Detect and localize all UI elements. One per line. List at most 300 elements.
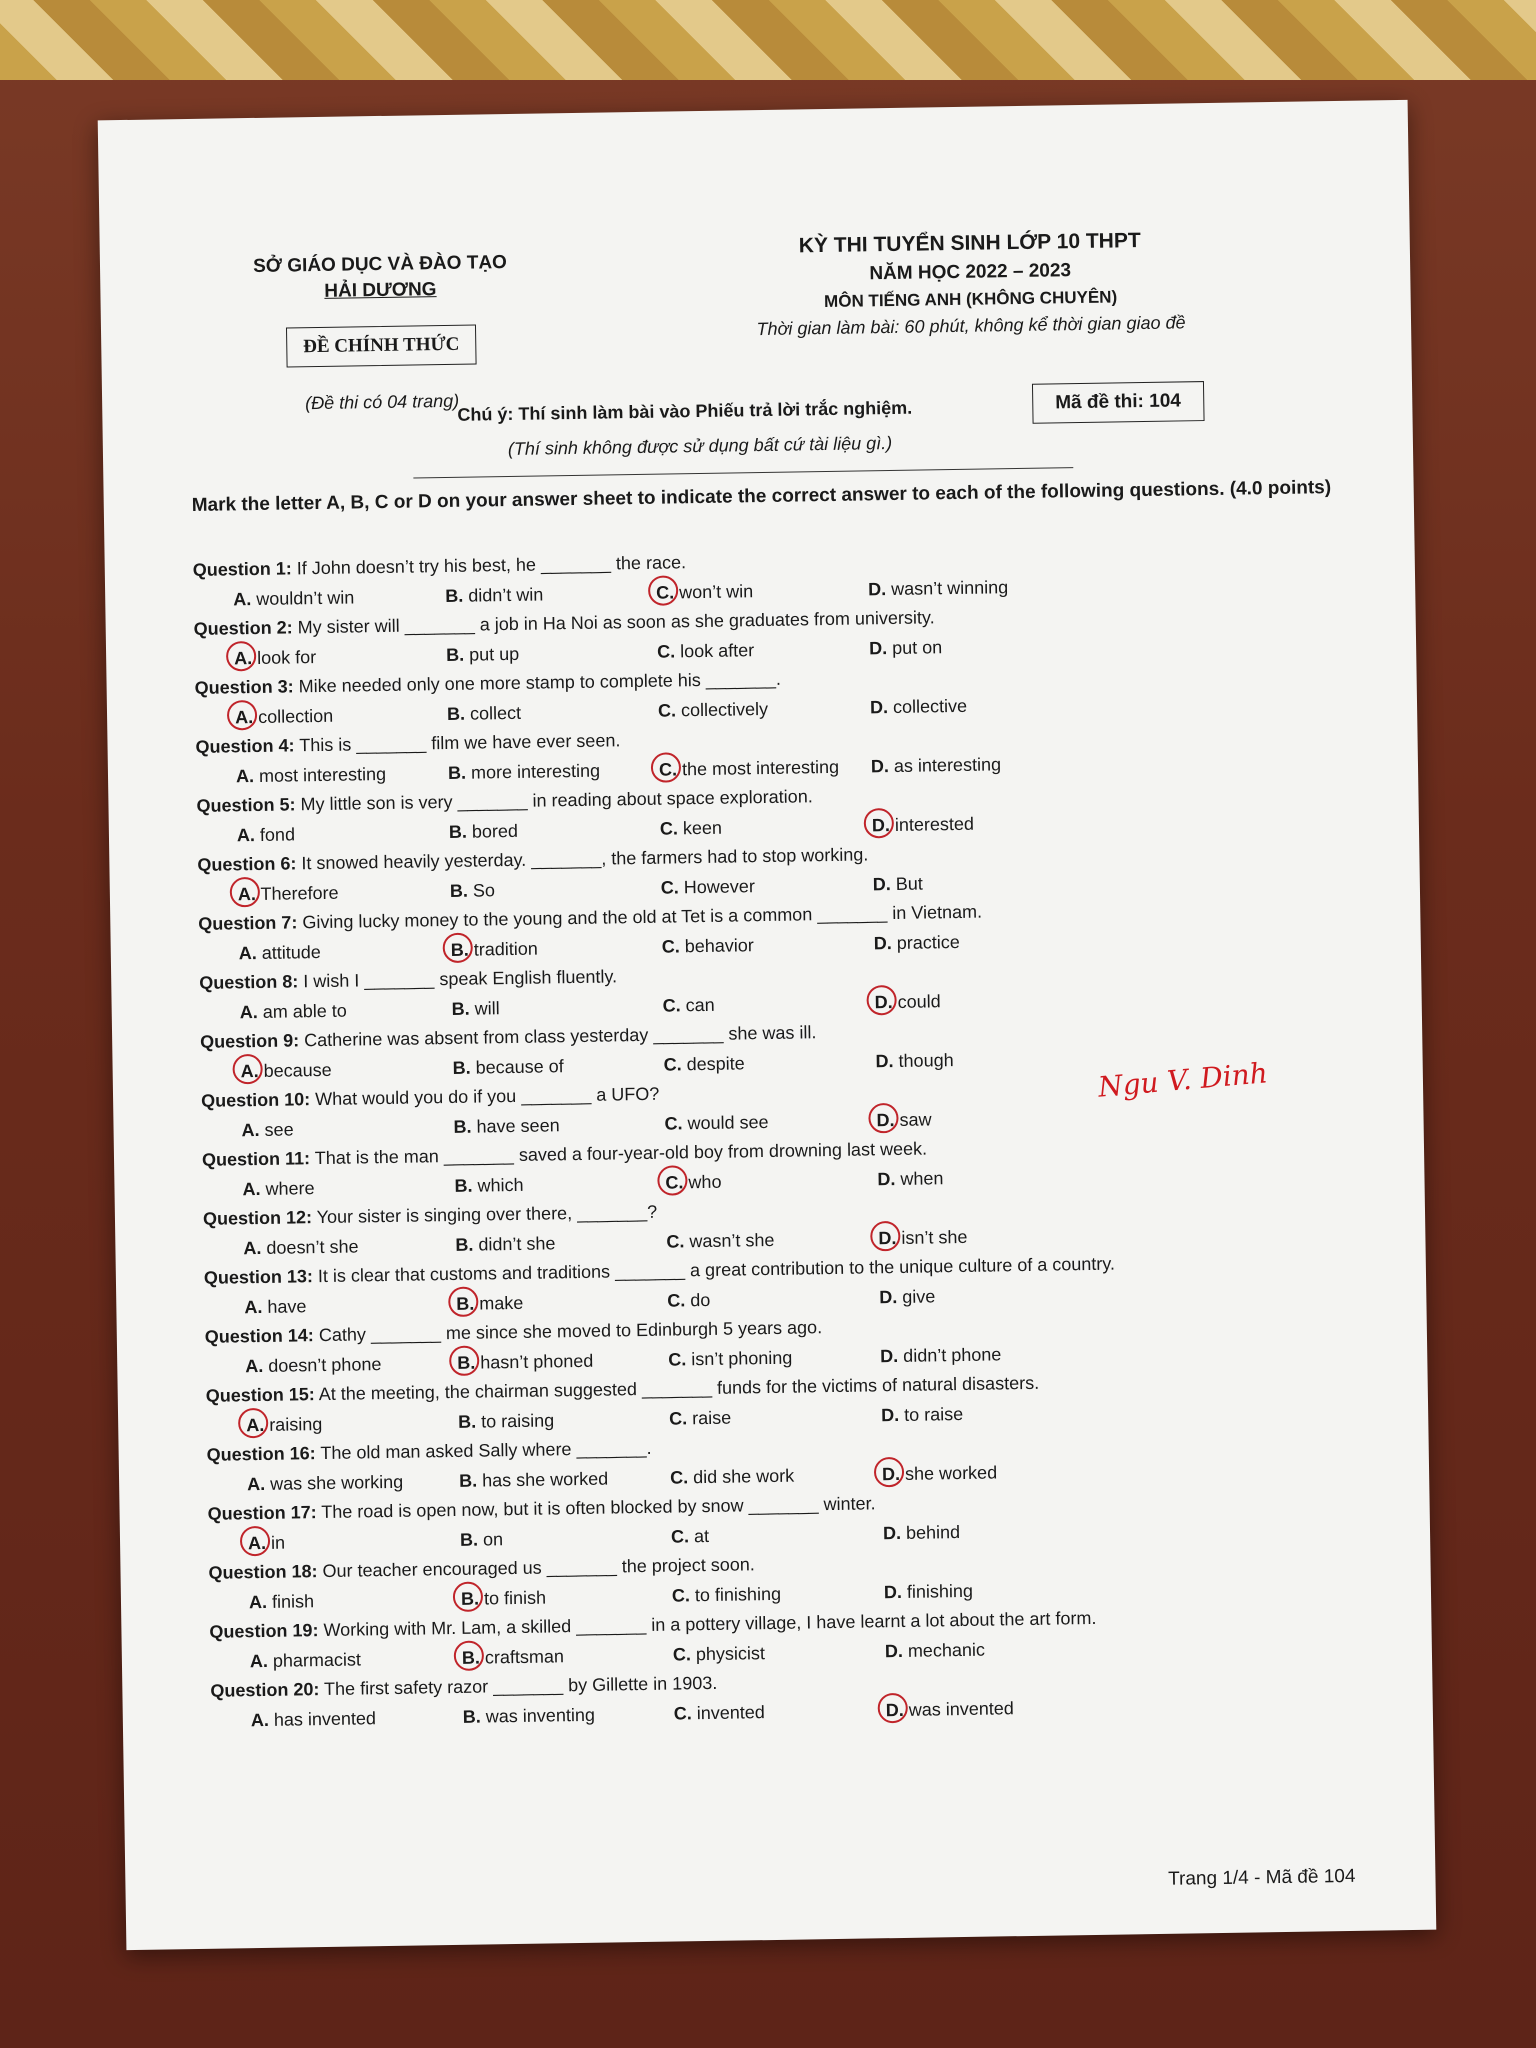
option-text: do xyxy=(685,1289,711,1311)
option-text: did she work xyxy=(687,1465,795,1488)
option-letter: D. xyxy=(872,810,890,840)
option-d xyxy=(871,749,1002,781)
question-text: The old man asked Sally where _______. xyxy=(315,1437,652,1464)
question-number: Question 18: xyxy=(208,1561,318,1583)
option-letter: C. xyxy=(659,818,679,839)
option-letter: C. xyxy=(673,1703,692,1724)
option-letter: A. xyxy=(234,643,252,673)
option-letter: C. xyxy=(662,995,681,1016)
question-text: Cathy _______ me since she moved to Edinburgh 5 years ago. xyxy=(313,1317,823,1346)
option-text: practice xyxy=(891,931,960,954)
option-b xyxy=(452,1051,564,1083)
question-number: Question 19: xyxy=(209,1620,319,1642)
option-b xyxy=(449,816,519,847)
notice-no-materials: (Thí sinh không được sử dụng bất cứ tài liệu gì.) xyxy=(507,432,893,459)
option-d xyxy=(870,691,967,723)
notice: Chú ý: Thí sinh làm bài vào Phiếu trả lời trắc nghiệm. xyxy=(457,397,913,425)
option-text: finishing xyxy=(901,1580,974,1602)
option-d xyxy=(875,1045,954,1076)
option-a xyxy=(235,701,334,733)
option-letter: A. xyxy=(250,1709,270,1731)
question-number: Question 2: xyxy=(193,617,293,639)
option-letter: D. xyxy=(880,1404,900,1426)
option-text: she worked xyxy=(899,1462,998,1484)
question-text: At the meeting, the chairman suggested _______ funds for the victims of natural disasters. xyxy=(314,1372,1040,1405)
option-text: put up xyxy=(463,643,520,665)
exam-paper xyxy=(98,100,1437,1950)
option-letter: D. xyxy=(877,1169,896,1190)
option-text: mechanic xyxy=(902,1639,986,1661)
option-b xyxy=(445,579,544,611)
question-number: Question 11: xyxy=(201,1148,311,1170)
option-letter: B. xyxy=(457,1348,475,1378)
option-letter: A. xyxy=(238,879,256,909)
option-text: to finishing xyxy=(689,1583,782,1606)
floor-tiles xyxy=(0,0,1536,80)
option-letter: A. xyxy=(243,1237,262,1259)
option-letter: B. xyxy=(451,935,469,965)
option-b xyxy=(463,1700,596,1732)
option-c xyxy=(672,1579,782,1611)
option-text: physicist xyxy=(690,1643,766,1665)
question-text: This is _______ film we have ever seen. xyxy=(294,730,621,756)
option-d xyxy=(886,1693,1015,1725)
option-text: tradition xyxy=(468,938,538,960)
option-text: am able to xyxy=(257,1000,347,1022)
option-text: was invented xyxy=(903,1698,1014,1720)
option-text: to finish xyxy=(478,1587,547,1609)
option-c xyxy=(664,1107,769,1139)
option-a xyxy=(245,1349,382,1381)
question-number: Question 13: xyxy=(203,1266,314,1288)
question-number: Question 12: xyxy=(202,1207,313,1229)
option-letter: A. xyxy=(246,1410,264,1440)
question-number: Question 9: xyxy=(200,1030,300,1052)
question-text: Your sister is singing over there, _______? xyxy=(311,1201,658,1228)
option-letter: D. xyxy=(882,1459,900,1489)
option-text: behind xyxy=(900,1522,961,1543)
option-c xyxy=(663,1048,745,1079)
option-d xyxy=(879,1281,935,1312)
option-letter: B. xyxy=(445,585,464,607)
option-d xyxy=(878,1222,968,1253)
option-b xyxy=(451,934,539,965)
option-letter: B. xyxy=(458,1470,478,1491)
option-text: collection xyxy=(252,705,334,728)
option-text: saw xyxy=(894,1109,932,1131)
option-letter: D. xyxy=(873,933,892,954)
question-text: My little son is very _______ in reading about space exploration. xyxy=(295,786,813,815)
option-text: can xyxy=(680,994,715,1016)
option-text: didn’t she xyxy=(473,1233,556,1255)
question-number: Question 6: xyxy=(197,853,297,875)
option-a xyxy=(239,937,322,968)
option-text: have seen xyxy=(471,1115,560,1137)
option-text: collectively xyxy=(675,698,769,721)
option-letter: A. xyxy=(238,943,257,964)
question-number: Question 8: xyxy=(199,971,299,993)
instruction: Mark the letter A, B, C or D on your answer sheet to indicate the correct answer to each of the following questions. (4.0 points) xyxy=(191,477,1332,516)
option-a xyxy=(251,1703,377,1735)
option-letter: C. xyxy=(667,1290,686,1311)
question-number: Question 16: xyxy=(206,1443,316,1465)
option-d xyxy=(868,572,1009,604)
question-text: The road is open now, but it is often blocked by snow _______ winter. xyxy=(316,1493,876,1523)
option-text: when xyxy=(895,1168,944,1190)
option-text: attitude xyxy=(256,942,322,964)
option-letter: D. xyxy=(880,1345,899,1367)
option-text: because xyxy=(258,1059,332,1081)
option-text: could xyxy=(892,991,941,1013)
option-text: However xyxy=(678,876,756,898)
option-text: would see xyxy=(682,1111,769,1134)
option-text: fond xyxy=(254,824,296,846)
option-letter: B. xyxy=(451,998,470,1019)
official-box: ĐỀ CHÍNH THỨC xyxy=(286,324,477,367)
option-text: see xyxy=(259,1119,294,1140)
option-b xyxy=(458,1405,555,1437)
option-letter: D. xyxy=(882,1522,902,1544)
option-c xyxy=(661,871,755,902)
pages-note: (Đề thi có 04 trang) xyxy=(304,390,460,414)
option-text: to raising xyxy=(476,1410,555,1432)
option-text: But xyxy=(890,873,923,895)
option-letter: D. xyxy=(878,1223,896,1253)
option-text: isn’t she xyxy=(896,1226,968,1248)
option-a xyxy=(246,1409,322,1440)
subject: MÔN TIẾNG ANH (KHÔNG CHUYÊN) xyxy=(823,287,1118,312)
option-text: isn’t phoning xyxy=(686,1347,793,1370)
question-text: Giving lucky money to the young and the old at Tet is a common _______ in Vietnam. xyxy=(297,901,983,933)
option-letter: A. xyxy=(248,1591,268,1613)
option-text: So xyxy=(467,880,496,901)
option-letter: C. xyxy=(661,936,680,957)
question-text: Working with Mr. Lam, a skilled _______ in a pottery village, I have learnt a lot about the art form. xyxy=(318,1607,1097,1641)
option-a xyxy=(233,582,355,614)
option-d xyxy=(883,1517,961,1548)
option-letter: D. xyxy=(876,1105,894,1135)
option-a xyxy=(249,1586,314,1617)
option-a xyxy=(242,1173,314,1204)
option-b xyxy=(447,698,521,729)
option-text: keen xyxy=(677,817,723,839)
option-c xyxy=(668,1343,793,1375)
option-b xyxy=(461,1583,547,1614)
option-b xyxy=(448,756,601,788)
option-text: the most interesting xyxy=(676,756,840,780)
option-letter: B. xyxy=(459,1529,479,1550)
option-a xyxy=(239,996,347,1028)
option-text: to raise xyxy=(898,1403,964,1425)
question-text: It snowed heavily yesterday. _______, the farmers had to stop working. xyxy=(296,844,869,874)
option-letter: C. xyxy=(656,641,676,662)
option-b xyxy=(451,993,499,1024)
option-text: has invented xyxy=(268,1708,377,1730)
option-d xyxy=(869,632,943,663)
option-letter: B. xyxy=(461,1584,479,1614)
option-letter: D. xyxy=(879,1286,898,1308)
option-c xyxy=(673,1638,765,1669)
option-text: in xyxy=(265,1532,286,1553)
question-number: Question 5: xyxy=(196,794,296,816)
option-b xyxy=(456,1288,523,1319)
divider xyxy=(413,467,1073,478)
option-text: pharmacist xyxy=(267,1649,362,1671)
option-a xyxy=(243,1231,359,1263)
option-text: give xyxy=(897,1286,936,1307)
option-letter: C. xyxy=(657,700,677,721)
option-letter: D. xyxy=(872,874,891,895)
option-d xyxy=(881,1399,963,1430)
school-year: NĂM HỌC 2022 – 2023 xyxy=(869,260,1072,285)
option-letter: B. xyxy=(462,1706,481,1727)
option-text: wouldn’t win xyxy=(251,587,355,610)
option-a xyxy=(237,819,296,850)
option-a xyxy=(244,1291,307,1322)
option-letter: C. xyxy=(659,754,677,784)
handwritten-signature: Ngu V. Dinh xyxy=(1096,1056,1269,1104)
option-d xyxy=(876,1104,931,1135)
option-letter: B. xyxy=(448,821,468,842)
option-d xyxy=(882,1457,998,1489)
option-b xyxy=(446,639,520,670)
option-text: because of xyxy=(470,1056,564,1078)
option-letter: C. xyxy=(669,1408,688,1429)
question-text: Mike needed only one more stamp to complete his _______. xyxy=(293,668,782,697)
option-text: didn’t phone xyxy=(898,1344,1002,1366)
option-letter: D. xyxy=(868,638,888,659)
option-text: on xyxy=(477,1529,504,1550)
option-text: where xyxy=(260,1178,315,1199)
option-text: won’t win xyxy=(674,581,754,603)
department-name: SỞ GIÁO DỤC VÀ ĐÀO TẠO xyxy=(252,251,508,277)
option-letter: B. xyxy=(449,880,469,901)
question-text: The first safety razor _______ by Gillette in 1903. xyxy=(319,1672,718,1700)
option-b xyxy=(454,1170,523,1201)
option-text: has she worked xyxy=(476,1468,609,1491)
option-letter: A. xyxy=(239,1001,258,1023)
page-footer: Trang 1/4 - Mã đề 104 xyxy=(1168,1865,1356,1890)
option-a xyxy=(236,759,387,791)
option-text: finish xyxy=(266,1591,315,1612)
option-text: most interesting xyxy=(253,763,387,787)
option-text: wasn’t she xyxy=(684,1229,775,1252)
option-c xyxy=(670,1461,795,1493)
option-text: more interesting xyxy=(465,760,601,783)
option-letter: C. xyxy=(669,1467,689,1488)
option-letter: C. xyxy=(665,1167,683,1197)
question-text: It is clear that customs and traditions _______ a great contribution to the unique culture of a country. xyxy=(312,1253,1116,1287)
option-text: look after xyxy=(674,640,755,662)
question-number: Question 4: xyxy=(195,735,295,757)
option-a xyxy=(247,1467,404,1499)
question-text: I wish I _______ speak English fluently. xyxy=(298,966,618,992)
option-d xyxy=(880,1339,1002,1371)
option-d xyxy=(873,927,959,958)
option-a xyxy=(234,642,316,673)
header-left xyxy=(230,252,533,420)
option-letter: C. xyxy=(656,577,674,607)
question-number: Question 17: xyxy=(207,1502,317,1524)
option-text: who xyxy=(683,1171,722,1193)
question-text: Catherine was absent from class yesterday _______ she was ill. xyxy=(299,1022,817,1051)
option-c xyxy=(658,694,768,726)
option-letter: A. xyxy=(244,1296,263,1318)
question-text: What would you do if you _______ a UFO? xyxy=(309,1083,660,1110)
option-letter: C. xyxy=(666,1231,685,1252)
option-b xyxy=(450,875,495,906)
option-c xyxy=(667,1285,710,1316)
option-text: make xyxy=(474,1292,524,1314)
option-b xyxy=(457,1346,594,1378)
option-letter: A. xyxy=(240,1056,258,1086)
option-text: was inventing xyxy=(480,1704,596,1727)
option-letter: B. xyxy=(452,1057,471,1078)
option-text: have xyxy=(262,1296,307,1317)
option-letter: A. xyxy=(248,1528,266,1558)
option-d xyxy=(872,809,975,841)
option-c xyxy=(671,1521,709,1552)
option-text: interested xyxy=(889,813,975,836)
option-b xyxy=(453,1110,560,1142)
option-text: wasn’t winning xyxy=(886,577,1009,600)
option-letter: C. xyxy=(660,877,679,898)
option-text: behavior xyxy=(679,935,754,957)
option-letter: A. xyxy=(235,702,253,732)
option-d xyxy=(884,1576,974,1607)
question-list xyxy=(193,538,1371,1736)
option-text: raise xyxy=(687,1407,732,1429)
question-number: Question 10: xyxy=(200,1089,311,1111)
option-text: was she working xyxy=(264,1471,404,1494)
option-c xyxy=(666,1225,775,1257)
question-number: Question 7: xyxy=(198,912,298,934)
option-text: bored xyxy=(466,820,519,842)
option-letter: C. xyxy=(664,1113,683,1134)
option-letter: C. xyxy=(670,1526,690,1547)
question-text: That is the man _______ saved a four-year-old boy from drowning last week. xyxy=(309,1138,928,1169)
option-c xyxy=(665,1167,721,1198)
option-c xyxy=(674,1697,766,1728)
option-a xyxy=(241,1114,293,1145)
option-letter: A. xyxy=(242,1178,261,1200)
option-text: put on xyxy=(886,637,943,659)
option-c xyxy=(662,930,755,961)
option-letter: B. xyxy=(453,1116,472,1137)
option-letter: B. xyxy=(455,1234,474,1255)
option-text: at xyxy=(688,1525,710,1547)
option-letter: D. xyxy=(874,987,892,1017)
header-right xyxy=(660,227,1282,342)
question-number: Question 15: xyxy=(205,1384,315,1406)
option-text: despite xyxy=(681,1053,745,1075)
option-text: Therefore xyxy=(255,882,339,905)
option-letter: B. xyxy=(462,1643,480,1673)
option-letter: D. xyxy=(883,1581,903,1603)
option-d xyxy=(885,1635,986,1667)
option-a xyxy=(250,1644,362,1676)
option-letter: C. xyxy=(663,1054,682,1075)
option-text: hasn’t phoned xyxy=(475,1350,594,1373)
option-letter: B. xyxy=(447,762,467,783)
option-letter: A. xyxy=(235,766,255,787)
option-b xyxy=(460,1524,503,1555)
question-text: Our teacher encouraged us _______ the project soon. xyxy=(317,1554,755,1582)
option-text: which xyxy=(472,1174,524,1196)
option-c xyxy=(669,1403,731,1434)
option-b xyxy=(455,1228,556,1260)
option-c xyxy=(659,752,840,785)
option-a xyxy=(248,1528,285,1559)
option-letter: C. xyxy=(671,1585,691,1606)
option-text: invented xyxy=(691,1702,766,1724)
question-number: Question 20: xyxy=(210,1679,320,1701)
option-text: will xyxy=(469,998,500,1019)
option-letter: D. xyxy=(868,579,887,600)
option-d xyxy=(874,986,941,1017)
option-letter: B. xyxy=(458,1411,477,1432)
option-letter: A. xyxy=(236,825,256,846)
option-d xyxy=(873,869,923,900)
option-letter: D. xyxy=(884,1640,904,1662)
option-letter: B. xyxy=(446,703,466,724)
option-text: craftsman xyxy=(479,1646,565,1668)
question-text: My sister will _______ a job in Ha Noi as soon as she graduates from university. xyxy=(292,607,935,638)
option-c xyxy=(660,813,723,844)
option-letter: A. xyxy=(233,589,252,610)
exam-title: KỲ THI TUYỂN SINH LỚP 10 THPT xyxy=(798,229,1141,258)
option-letter: C. xyxy=(668,1349,687,1370)
option-text: raising xyxy=(264,1414,323,1435)
time-limit: Thời gian làm bài: 60 phút, không kể thời gian giao đề xyxy=(756,312,1186,340)
option-letter: C. xyxy=(672,1644,692,1665)
option-letter: A. xyxy=(249,1650,269,1672)
province-name: HẢI DƯƠNG xyxy=(324,279,437,302)
question-number: Question 3: xyxy=(194,676,294,698)
option-text: collect xyxy=(464,702,522,724)
option-a xyxy=(238,878,339,910)
option-letter: A. xyxy=(241,1119,260,1141)
option-b xyxy=(459,1464,609,1496)
option-text: doesn’t phone xyxy=(263,1354,382,1376)
question-number: Question 1: xyxy=(192,558,292,580)
question-text: If John doesn’t try his best, he _______ the race. xyxy=(291,552,687,579)
option-letter: B. xyxy=(454,1175,473,1196)
option-letter: B. xyxy=(456,1289,474,1319)
option-letter: D. xyxy=(869,697,889,718)
option-letter: B. xyxy=(445,644,465,665)
option-text: look for xyxy=(252,647,317,669)
option-letter: D. xyxy=(886,1695,904,1725)
option-text: though xyxy=(893,1050,954,1072)
option-a xyxy=(240,1055,332,1086)
option-letter: A. xyxy=(246,1473,266,1495)
option-b xyxy=(462,1641,564,1673)
option-text: doesn’t she xyxy=(261,1236,359,1258)
option-d xyxy=(877,1163,944,1194)
option-letter: D. xyxy=(870,756,890,777)
option-letter: A. xyxy=(245,1355,264,1377)
option-text: as interesting xyxy=(888,754,1002,777)
option-text: collective xyxy=(887,695,968,718)
option-letter: D. xyxy=(875,1051,894,1072)
option-c xyxy=(662,990,714,1021)
option-c xyxy=(656,576,753,608)
option-c xyxy=(657,635,755,667)
exam-code: Mã đề thi: 104 xyxy=(1032,381,1204,424)
option-text: didn’t win xyxy=(463,584,544,606)
question-number: Question 14: xyxy=(204,1325,315,1347)
